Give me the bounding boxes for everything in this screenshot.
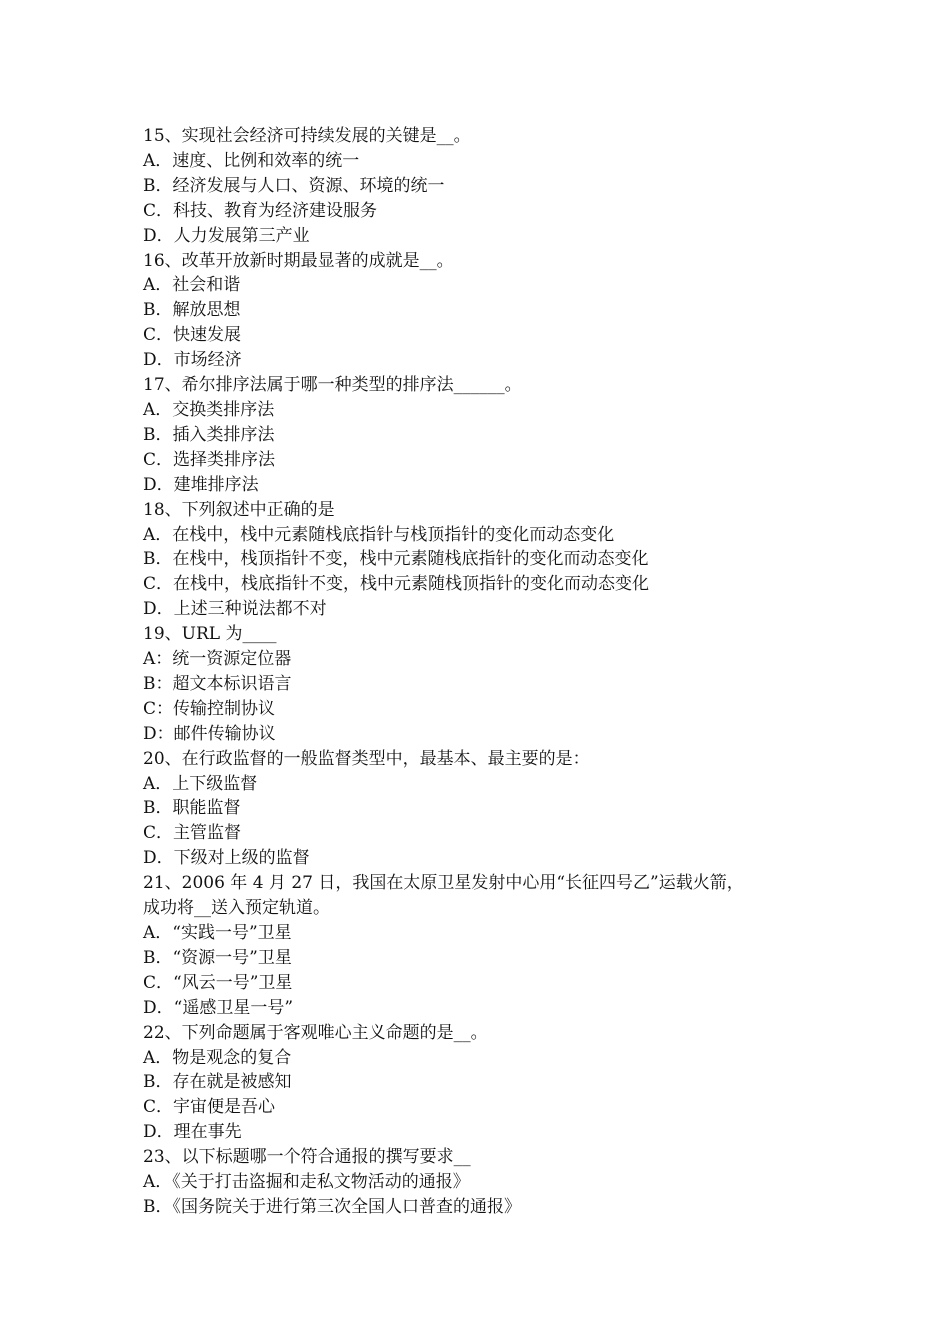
option-20-a: A．上下级监督 xyxy=(143,773,258,794)
option-17-b: B．插入类排序法 xyxy=(143,424,275,445)
option-16-a: A．社会和谐 xyxy=(143,275,241,296)
option-22-c: C．宇宙便是吾心 xyxy=(143,1097,276,1118)
option-19-b: B：超文本标识语言 xyxy=(143,673,292,694)
option-18-d: D．上述三种说法都不对 xyxy=(143,599,327,620)
option-22-a: A．物是观念的复合 xyxy=(143,1047,292,1068)
option-19-c: C：传输控制协议 xyxy=(143,698,276,719)
option-18-a: A．在栈中，栈中元素随栈底指针与栈顶指针的变化而动态变化 xyxy=(143,524,615,545)
option-23-b: B．《国务院关于进行第三次全国人口普查的通报》 xyxy=(143,1196,521,1217)
option-21-a: A．“实践一号”卫星 xyxy=(143,923,292,943)
option-18-c: C．在栈中，栈底指针不变，栈中元素随栈顶指针的变化而动态变化 xyxy=(143,574,650,595)
option-22-b: B．存在就是被感知 xyxy=(143,1072,292,1093)
question-21-line-2: 成功将__送入预定轨道。 xyxy=(143,898,330,919)
option-16-c: C．快速发展 xyxy=(143,325,242,346)
option-20-d: D．下级对上级的监督 xyxy=(143,848,310,869)
option-15-c: C．科技、教育为经济建设服务 xyxy=(143,200,378,221)
option-20-c: C．主管监督 xyxy=(143,823,242,844)
option-19-d: D：邮件传输协议 xyxy=(143,723,276,744)
option-16-b: B．解放思想 xyxy=(143,300,241,321)
question-19: 19、URL 为____ xyxy=(143,624,277,645)
option-17-c: C．选择类排序法 xyxy=(143,449,276,470)
option-15-d: D．人力发展第三产业 xyxy=(143,225,310,246)
option-21-c: C．“风云一号”卫星 xyxy=(143,972,293,993)
option-18-b: B．在栈中，栈顶指针不变，栈中元素随栈底指针的变化而动态变化 xyxy=(143,549,649,570)
option-21-d: D．“遥感卫星一号” xyxy=(143,997,294,1018)
question-20: 20、在行政监督的一般监督类型中，最基本、最主要的是： xyxy=(143,748,590,769)
option-17-a: A．交换类排序法 xyxy=(143,399,275,420)
question-15: 15、实现社会经济可持续发展的关键是__。 xyxy=(143,126,471,146)
option-21-b: B．“资源一号”卫星 xyxy=(143,947,292,968)
option-15-a: A．速度、比例和效率的统一 xyxy=(143,150,360,171)
question-17: 17、希尔排序法属于哪一种类型的排序法______。 xyxy=(143,375,522,396)
option-17-d: D．建堆排序法 xyxy=(143,474,259,495)
question-22: 22、下列命题属于客观唯心主义命题的是__。 xyxy=(143,1022,488,1043)
question-23: 23、以下标题哪一个符合通报的撰写要求__ xyxy=(143,1147,471,1168)
option-16-d: D．市场经济 xyxy=(143,350,242,371)
option-15-b: B．经济发展与人口、资源、环境的统一 xyxy=(143,175,445,196)
option-19-a: A：统一资源定位器 xyxy=(143,649,292,670)
document-page xyxy=(143,124,823,1220)
option-22-d: D．理在事先 xyxy=(143,1122,242,1143)
question-18: 18、下列叙述中正确的是 xyxy=(143,499,335,520)
question-16: 16、改革开放新时期最显著的成就是__。 xyxy=(143,250,454,271)
option-23-a: A．《关于打击盗掘和走私文物活动的通报》 xyxy=(143,1172,470,1193)
option-20-b: B．职能监督 xyxy=(143,798,241,819)
question-21-line-1: 21、2006 年 4 月 27 日，我国在太原卫星发射中心用“长征四号乙”运载火箭， xyxy=(143,873,744,894)
